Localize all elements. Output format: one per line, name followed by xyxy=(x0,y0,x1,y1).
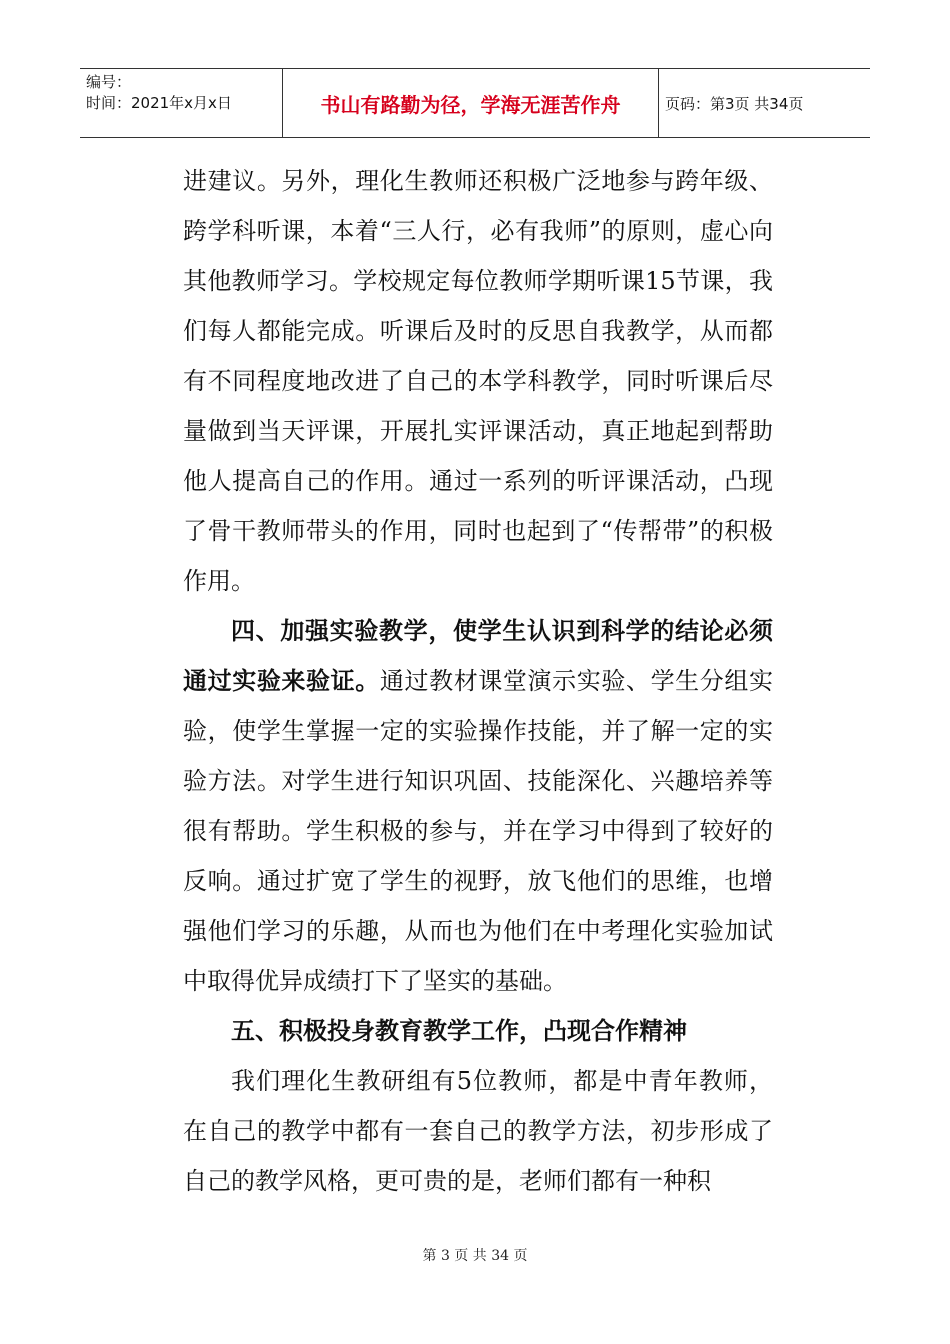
header-motto: 书山有路勤为径，学海无涯苦作舟 xyxy=(283,69,659,137)
document-time-label: 时间：2021年x月x日 xyxy=(86,94,232,112)
header-page-number: 页码：第3页 共34页 xyxy=(665,94,804,113)
section-heading-five: 五、积极投身教育教学工作，凸现合作精神 xyxy=(231,1016,687,1045)
paragraph-experiment-body: 通过教材课堂演示实验、学生分组实验，使学生掌握一定的实验操作技能，并了解一定的实验方法。对学生进行知识巩固、技能深化、兴趣培养等很有帮助。学生积极的参与，并在学习中得到了较好的反响。通过扩宽了学生的视野，放飞他们的思维，也增强他们学习的乐趣，从而也为他们在中考理化实验加试中取得优异成绩打下了坚实的基础。 xyxy=(183,667,774,995)
header-meta xyxy=(80,69,283,137)
paragraph-continuation: 进建议。另外，理化生教师还积极广泛地参与跨年级、跨学科听课，本着“三人行，必有我师”的原则，虚心向其他教师学习。学校规定每位教师学期听课15节课，我们每人都能完成。听课后及时的反思自我教学，从而都有不同程度地改进了自己的本学科教学，同时听课后尽量做到当天评课，开展扎实评课活动，真正地起到帮助他人提高自己的作用。通过一系列的听评课活动，凸现了骨干教师带头的作用，同时也起到了“传帮带”的积极作用。 xyxy=(183,167,773,595)
paragraph-experiment-teaching xyxy=(183,606,773,1006)
document-body xyxy=(183,156,773,1206)
document-number-label: 编号： xyxy=(86,73,132,91)
section-heading-four: 四、加强实验教学，使学生认识到科学的结论必须通过实验来验证。 xyxy=(183,616,773,695)
paragraph-team-teachers: 我们理化生教研组有5位教师，都是中青年教师，在自己的教学中都有一套自己的教学方法，初步形成了自己的教学风格，更可贵的是，老师们都有一种积 xyxy=(183,1067,773,1195)
page-footer: 第 3 页 共 34 页 xyxy=(422,1248,528,1264)
page-header xyxy=(80,68,870,138)
